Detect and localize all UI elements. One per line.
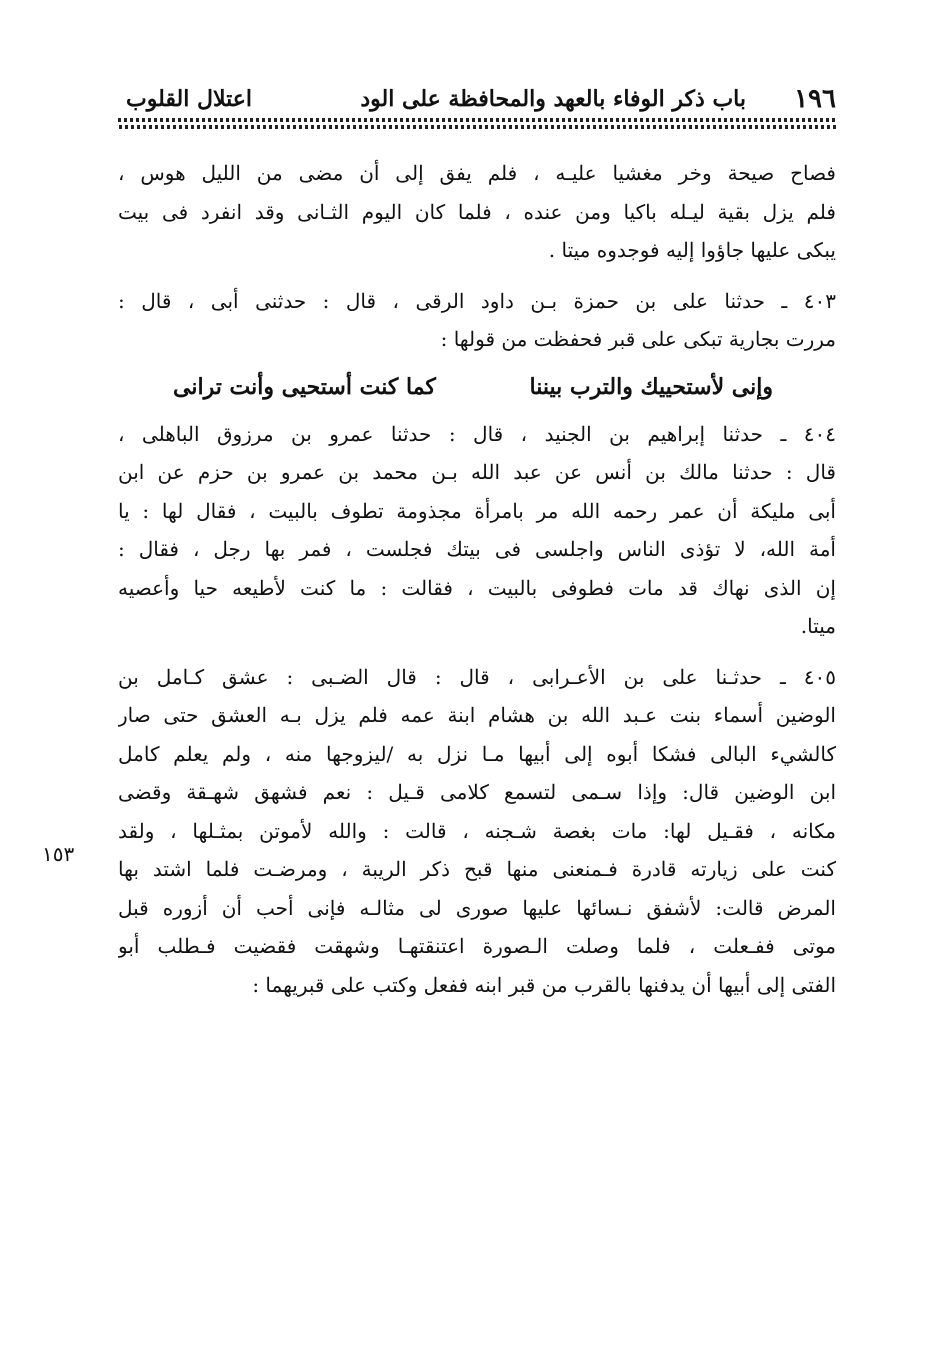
poem-verse [173, 367, 773, 407]
text-line: ٤٠٣ ـ حدثنا على بن حمزة بـن داود الرقى ، قال : حدثنى أبى ، قال : [118, 288, 836, 313]
chapter-title: باب ذكر الوفاء بالعهد والمحافظة على الود [360, 86, 746, 112]
text-line: موتى ففـعلت ، فلما وصلت الـصورة اعتنقتهـا وشهقت فقضيت فـطلب أبو [118, 934, 836, 958]
paragraph-405 [118, 658, 836, 1005]
book-title: اعتلال القلوب [126, 86, 252, 112]
paragraph-continuation [118, 154, 836, 270]
text-line: فصاح صيحة وخر مغشيا عليـه ، فلم يفق إلى أن مضى من الليل هوس ، [118, 161, 836, 185]
text-line: ميتا. [800, 614, 836, 638]
text-line: الفتى إلى أبيها أن يدفنها بالقرب من قبر ابنه ففعل وكتب على قبريهما : [252, 972, 836, 997]
header-divider [118, 118, 836, 130]
page-header [118, 78, 836, 118]
text-line: ٤٠٥ ـ حدثـنا على بن الأعـرابى ، قال : قال الضـبى : عشق كـامل بن [118, 664, 836, 689]
poem-second-hemistich: كما كنت أستحيى وأنت ترانى [173, 373, 436, 400]
text-line: إن الذى نهاك قد مات فطوفى بالبيت ، فقالت : ما كنت لأطيعه حيا وأعصيه [118, 575, 836, 600]
margin-page-reference: ١٥٣ [42, 842, 75, 866]
text-line: ابن الوضين قال: وإذا سـمى لتسمع كلامى قـيل : نعم فشهق شهـقة وقضى [118, 780, 836, 804]
text-line: كنت على زيارته قادرة فـمنعنى منها قبح ذكر الريبة ، ومرضـت فلما اشتد بها [118, 857, 836, 881]
page-body [118, 154, 836, 1004]
text-line: قال : حدثنا مالك بن أنس عن عبد الله بـن محمد بن عمرو بن حزم عن ابن [118, 460, 836, 484]
text-line: المرض قالت: لأشفق نـسائها عليها صورى لى مثالـه فإنى أحب أن أزوره قبل [118, 895, 836, 920]
text-line: أبى مليكة أن عمر رحمه الله مر بامرأة مجذومة تطوف بالبيت ، فقال لها : يا [118, 498, 836, 523]
paragraph-404 [118, 415, 836, 646]
text-line: مكانه ، فقـيل لها: مات بغصة شـجنه ، قالت : والله لأموتن بمثـلها ، ولقد [118, 818, 836, 843]
poem-first-hemistich: وإنى لأستحييك والترب بيننا [529, 373, 773, 400]
paragraph-403 [118, 282, 836, 359]
text-line: أمة الله، لا تؤذى الناس واجلسى فى بيتك فجلست ، فمر بها رجل ، فقال : [118, 537, 836, 561]
text-line: ٤٠٤ ـ حدثنا إبراهيم بن الجنيد ، قال : حدثنا عمرو بن مرزوق الباهلى ، [118, 421, 836, 446]
text-line: الوضين أسماء بنت عـبد الله بن هشام ابنة عمه فلم يزل بـه العشق حتى صار [118, 703, 836, 727]
text-line: كالشيء البالى فشكا أبوه إلى أبيها مـا نزل به /ليزوجها منه ، ولم يعلم كامل [118, 741, 836, 766]
text-line: يبكى عليها جاؤوا إليه فوجدوه ميتا . [548, 238, 836, 262]
text-line: مررت بجارية تبكى على قبر فحفظت من قولها : [440, 327, 836, 351]
page-number: ١٩٦ [794, 84, 836, 114]
text-line: فلم يزل بقية ليـله باكيا ومن عنده ، فلما كان اليوم الثـانى وقد انفرد فى بيت [118, 199, 836, 224]
